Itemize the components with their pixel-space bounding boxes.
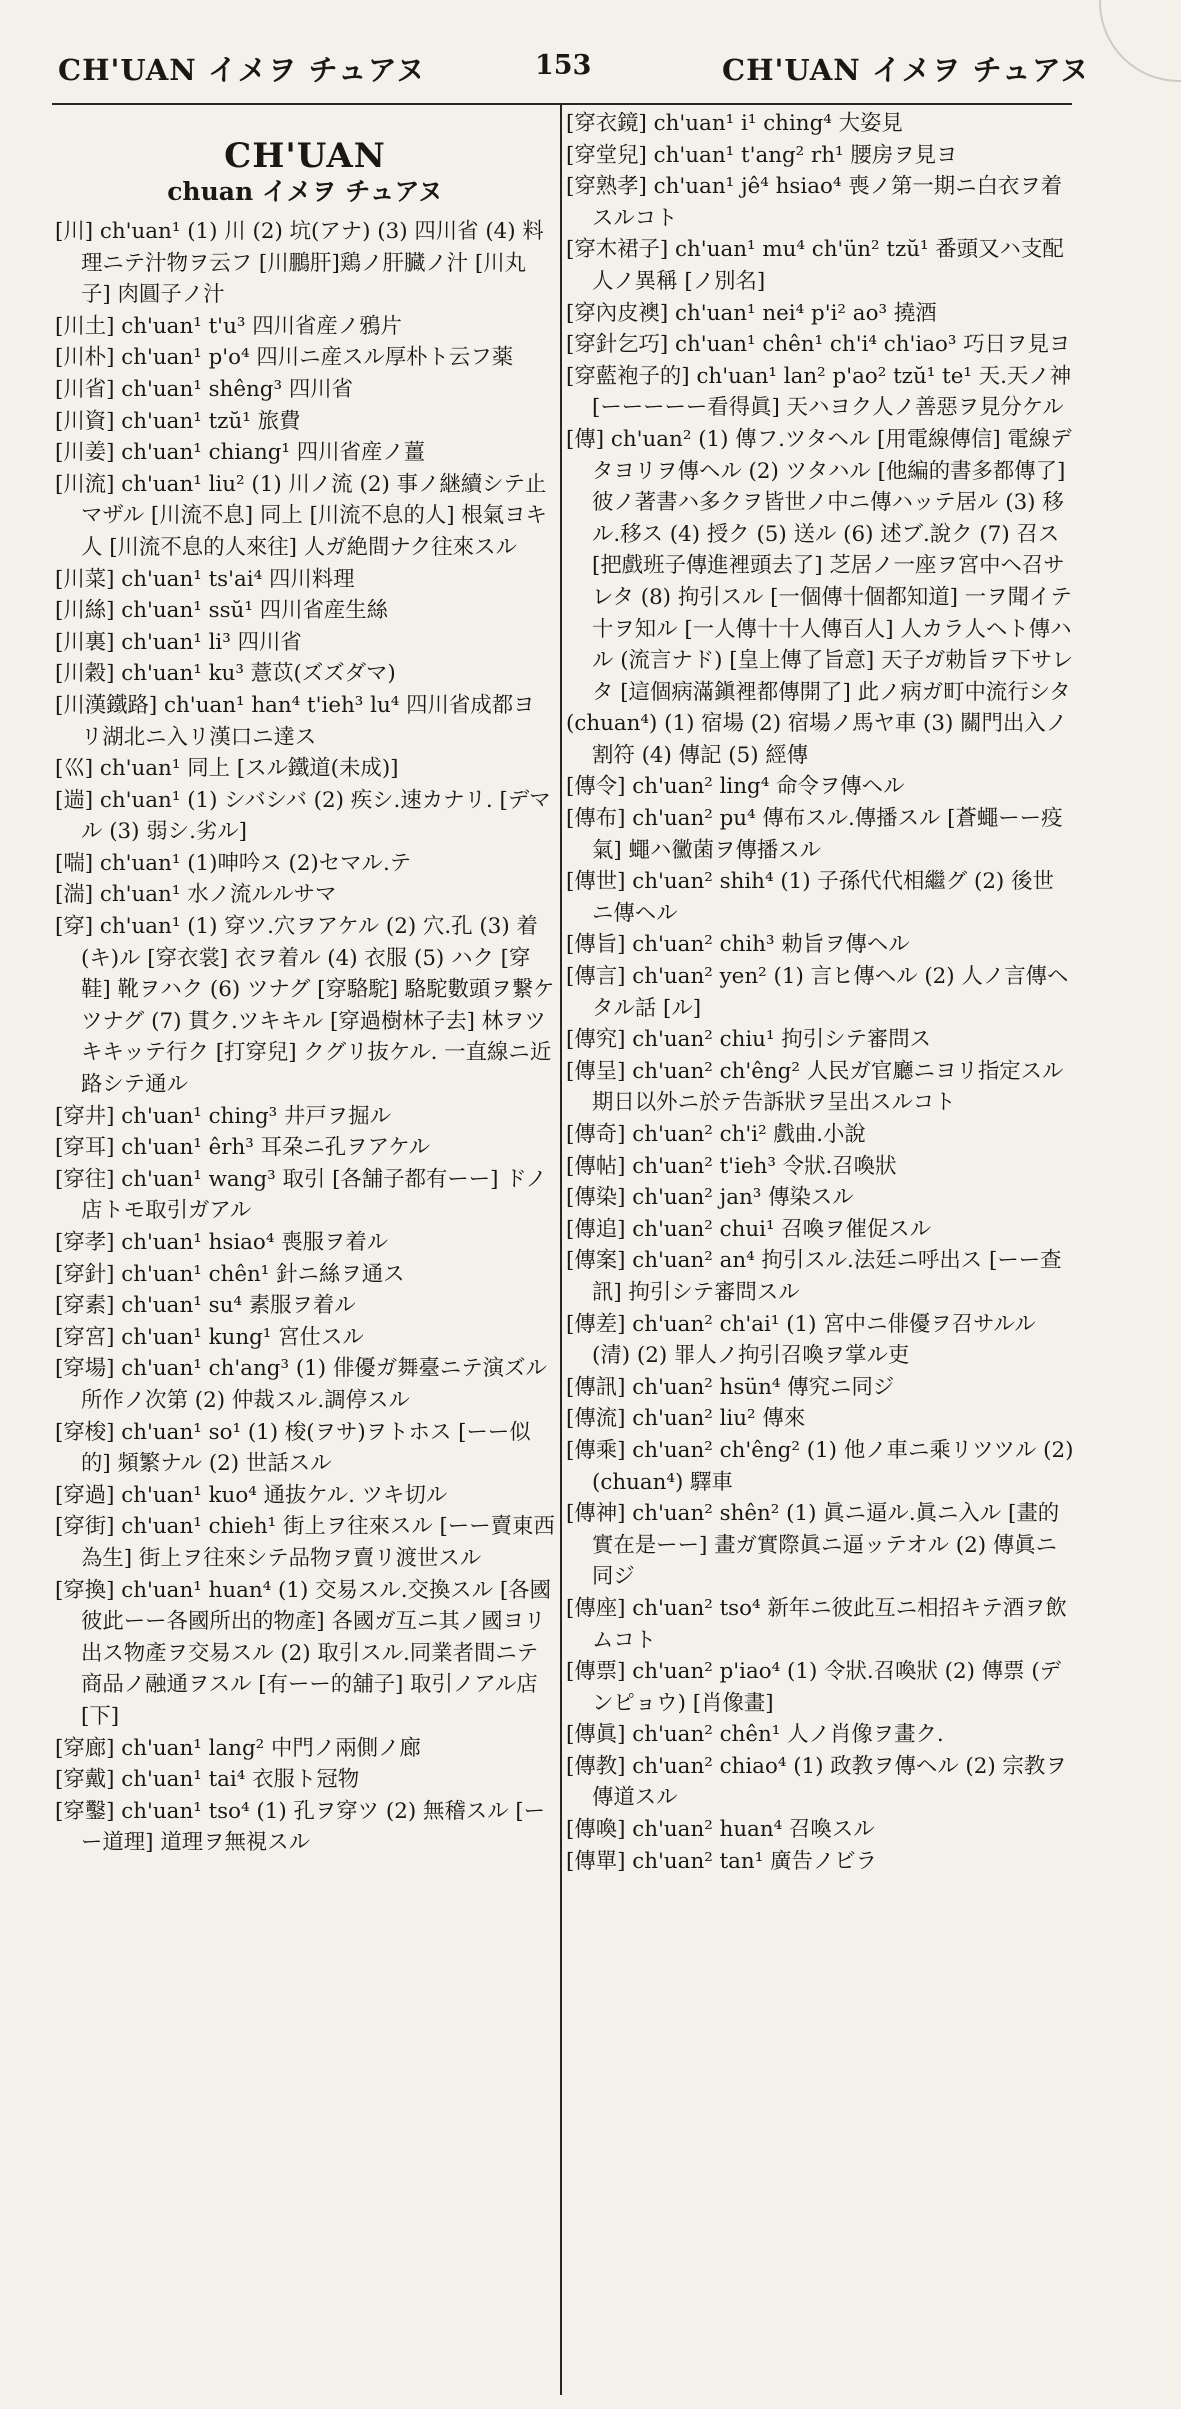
dictionary-entry: [湍] ch'uan¹ 水ノ流ルルサマ <box>55 882 337 908</box>
dictionary-entry: [傳眞] ch'uan² chên¹ 人ノ肖像ヲ畫ク. <box>566 1722 944 1748</box>
dictionary-entry: [傳世] ch'uan² shih⁴ (1) 子孫代代相繼グ (2) 後世ニ傳ヘル <box>566 869 1054 926</box>
dictionary-entry: [穿街] ch'uan¹ chieh¹ 街上ヲ往來スル [ーー賣東西為生] 街上ヲ往來シテ品物ヲ賣リ渡世スル <box>55 1514 555 1571</box>
column-divider <box>560 105 562 2395</box>
dictionary-entry: [穿鑿] ch'uan¹ tso⁴ (1) 孔ヲ穿ツ (2) 無稽スル [ーー道理] 道理ヲ無視スル <box>55 1798 546 1856</box>
dictionary-entry: [穿堂兒] ch'uan¹ t'ang² rh¹ 腰房ヲ見ヨ <box>566 142 958 168</box>
left-entry-list <box>55 216 555 1859</box>
dictionary-entry: [巛] ch'uan¹ 同上 [スル鐵道(未成)] <box>55 756 399 782</box>
dictionary-entry: [穿場] ch'uan¹ ch'ang³ (1) 俳優ガ舞臺ニテ演ズル所作ノ次第 (2) 仲裁スル.調停スル <box>55 1356 547 1413</box>
header-rule <box>52 103 1072 105</box>
right-entry-list <box>566 108 1074 1877</box>
left-column <box>55 108 555 1859</box>
dictionary-entry: [傳追] ch'uan² chui¹ 召喚ヲ催促スル <box>566 1216 932 1242</box>
section-subtitle: chuan イメヲ チュアヌ <box>167 177 443 206</box>
dictionary-entry: [川土] ch'uan¹ t'u³ 四川省産ノ鴉片 <box>55 313 402 339</box>
dictionary-entry: [穿] ch'uan¹ (1) 穿ツ.穴ヲアケル (2) 穴.孔 (3) 着(キ)ル [穿衣裳] 衣ヲ着ル (4) 衣服 (5) ハク [穿鞋] 靴ヲハク (6) ツナグ [穿駱駝] 駱駝數頭ヲ繋ケツナグ (7) 貫ク.ツキキル [穿過樹林子去] 林ヲツキキッテ行ク [打穿兒] クグリ抜ケル. 一直線ニ近路シテ通ル <box>55 914 555 1098</box>
dictionary-entry: [川絲] ch'uan¹ ssŭ¹ 四川省産生絲 <box>55 598 389 624</box>
right-column <box>566 108 1074 1877</box>
dictionary-entry: [傳旨] ch'uan² chih³ 勅旨ヲ傳ヘル <box>566 932 910 958</box>
dictionary-entry: [川裏] ch'uan¹ li³ 四川省 <box>55 629 302 655</box>
dictionary-entry: [穿素] ch'uan¹ su⁴ 素服ヲ着ル <box>55 1293 356 1319</box>
dictionary-entry: [穿宮] ch'uan¹ kung¹ 宮仕スル <box>55 1324 364 1350</box>
dictionary-entry: [傳神] ch'uan² shên² (1) 眞ニ逼ル.眞ニ入ル [畫的實在是ーー] 畫ガ實際眞ニ逼ッテオル (2) 傳眞ニ同ジ <box>566 1501 1060 1590</box>
dictionary-entry: [穿針] ch'uan¹ chên¹ 針ニ絲ヲ通ス <box>55 1261 405 1287</box>
dictionary-entry: (chuan⁴) (1) 宿場 (2) 宿場ノ馬ヤ車 (3) 關門出入ノ割符 (4) 傳記 (5) 經傳 <box>566 711 1068 768</box>
dictionary-entry: [穿井] ch'uan¹ ching³ 井戸ヲ掘ル <box>55 1103 391 1129</box>
dictionary-entry: [傳究] ch'uan² chiu¹ 拘引シテ審問ス <box>566 1027 932 1053</box>
dictionary-entry: [川朴] ch'uan¹ p'o⁴ 四川ニ産スル厚朴ト云フ薬 <box>55 345 514 371</box>
running-header <box>0 40 1181 100</box>
dictionary-entry: [穿耳] ch'uan¹ êrh³ 耳朶ニ孔ヲアケル <box>55 1135 431 1161</box>
dictionary-entry: [穿戴] ch'uan¹ tai⁴ 衣服ト冠物 <box>55 1767 360 1793</box>
dictionary-entry: [穿木裙子] ch'uan¹ mu⁴ ch'ün² tzŭ¹ 番頭又ハ支配人ノ異稱 [ノ別名] <box>566 237 1064 294</box>
dictionary-entry: [傳布] ch'uan² pu⁴ 傳布スル.傳播スル [蒼蠅ーー疫氣] 蠅ハ黴菌ヲ傳播スル <box>566 806 1063 863</box>
dictionary-entry: [川省] ch'uan¹ shêng³ 四川省 <box>55 376 354 402</box>
dictionary-entry: [傳乘] ch'uan² ch'êng² (1) 他ノ車ニ乘リツツル (2) (chuan⁴) 驛車 <box>566 1437 1074 1495</box>
page-number: 153 <box>535 50 592 81</box>
dictionary-entry: [川資] ch'uan¹ tzŭ¹ 旅費 <box>55 408 301 434</box>
dictionary-entry: [川菜] ch'uan¹ ts'ai⁴ 四川料理 <box>55 566 355 592</box>
dictionary-entry: [傳言] ch'uan² yen² (1) 言ヒ傳ヘル (2) 人ノ言傳ヘタル話 [ル] <box>566 964 1069 1021</box>
dictionary-entry: [川穀] ch'uan¹ ku³ 薏苡(ズズダマ) <box>55 661 396 687</box>
dictionary-entry: [川漢鐵路] ch'uan¹ han⁴ t'ieh³ lu⁴ 四川省成都ヨリ湖北ニ入リ漢口ニ達ス <box>55 692 535 750</box>
dictionary-entry: [穿梭] ch'uan¹ so¹ (1) 梭(ヲサ)ヲトホス [ーー似的] 頻繁ナル (2) 世話スル <box>55 1419 531 1477</box>
dictionary-entry: [傳令] ch'uan² ling⁴ 命令ヲ傳ヘル <box>566 774 905 800</box>
dictionary-entry: [穿孝] ch'uan¹ hsiao⁴ 喪服ヲ着ル <box>55 1230 389 1255</box>
dictionary-entry: [穿藍袍子的] ch'uan¹ lan² p'ao² tzŭ¹ te¹ 天.天ノ神 [ーーーーー看得眞] 天ハヨク人ノ善惡ヲ見分ケル <box>566 363 1072 421</box>
dictionary-entry: [傳案] ch'uan² an⁴ 拘引スル.法廷ニ呼出ス [ーー查訊] 拘引シテ審問スル <box>566 1248 1062 1305</box>
header-left-guide-word: CH'UAN イメヲ チュアヌ <box>58 53 426 87</box>
dictionary-entry: [遄] ch'uan¹ (1) シバシバ (2) 疾シ.速カナリ. [デマル (3) 弱シ.劣ル] <box>55 787 551 845</box>
header-right-guide-word: CH'UAN イメヲ チュアヌ <box>722 53 1090 87</box>
dictionary-entry: [傳染] ch'uan² jan³ 傳染スル <box>566 1185 854 1211</box>
dictionary-entry: [傳流] ch'uan² liu² 傳來 <box>566 1406 806 1432</box>
dictionary-entry: [穿針乞巧] ch'uan¹ chên¹ ch'i⁴ ch'iao³ 巧日ヲ見ヨ <box>566 332 1071 358</box>
dictionary-entry: [穿廊] ch'uan¹ lang² 中門ノ兩側ノ廊 <box>55 1735 421 1761</box>
dictionary-entry: [穿過] ch'uan¹ kuo⁴ 通抜ケル. ツキ切ル <box>55 1482 448 1508</box>
dictionary-entry: [傳呈] ch'uan² ch'êng² 人民ガ官廳ニヨリ指定スル期日以外ニ於テ告訴狀ヲ呈出スルコト <box>566 1058 1064 1116</box>
dictionary-entry: [傳訊] ch'uan² hsün⁴ 傳究ニ同ジ <box>566 1374 895 1400</box>
dictionary-entry: [傳] ch'uan² (1) 傳フ.ツタヘル [用電線傳信] 電線デタヨリヲ傳ヘル (2) ツタハル [他編的書多都傳了] 彼ノ著書ハ多クヲ皆世ノ中ニ傳ハッテ居ル (3) 移ル.移ス (4) 授ク (5) 送ル (6) 述ブ.說ク (7) 召ス [把戲班子傳進裡頭去了] 芝居ノ一座ヲ宮中ヘ召サレタ (8) 拘引スル [一個傳十個都知道] 一ヲ聞イテ十ヲ知ル [一人傳十十人傳百人] 人カラ人ヘト傳ハル (流言ナド) [皇上傳了旨意] 天子ガ勅旨ヲ下サレタ [這個病滿鎭裡都傳開了] 此ノ病ガ町中流行シタ <box>566 426 1074 705</box>
section-title: CH'UAN <box>224 136 386 176</box>
dictionary-entry: [喘] ch'uan¹ (1)呻吟ス (2)セマル.テ <box>55 850 412 876</box>
dictionary-entry: [穿往] ch'uan¹ wang³ 取引 [各舗子都有ーー] ドノ店トモ取引ガアル <box>55 1166 547 1224</box>
dictionary-entry: [傳喚] ch'uan² huan⁴ 召喚スル <box>566 1817 875 1843</box>
dictionary-entry: [穿內皮襖] ch'uan¹ nei⁴ p'i² ao³ 撓酒 <box>566 300 937 326</box>
dictionary-entry: [傳座] ch'uan² tso⁴ 新年ニ彼此互ニ相招キテ酒ヲ飲ムコト <box>566 1595 1067 1653</box>
dictionary-entry: [穿衣鏡] ch'uan¹ i¹ ching⁴ 大姿見 <box>566 111 903 136</box>
dictionary-entry: [傳奇] ch'uan² ch'i² 戲曲.小說 <box>566 1122 866 1147</box>
dictionary-entry: [傳單] ch'uan² tan¹ 廣告ノビラ <box>566 1848 878 1874</box>
dictionary-entry: [穿熟孝] ch'uan¹ jê⁴ hsiao⁴ 喪ノ第一期ニ白衣ヲ着スルコト <box>566 174 1063 231</box>
dictionary-entry: [傳帖] ch'uan² t'ieh³ 令狀.召喚狀 <box>566 1153 897 1179</box>
dictionary-entry: [川] ch'uan¹ (1) 川 (2) 坑(アナ) (3) 四川省 (4) 料理ニテ汁物ヲ云フ [川鵬肝]鶏ノ肝臓ノ汁 [川丸子] 肉圓子ノ汁 <box>55 219 544 308</box>
dictionary-entry: [傳教] ch'uan² chiao⁴ (1) 政教ヲ傳ヘル (2) 宗教ヲ傳道スル <box>566 1753 1067 1811</box>
dictionary-entry: [傳票] ch'uan² p'iao⁴ (1) 令狀.召喚狀 (2) 傳票 (デンピョウ) [肖像畫] <box>566 1659 1062 1716</box>
dictionary-entry: [川姜] ch'uan¹ chiang¹ 四川省産ノ薑 <box>55 440 426 466</box>
dictionary-entry: [川流] ch'uan¹ liu² (1) 川ノ流 (2) 事ノ継續シテ止マザル [川流不息] 同上 [川流不息的人] 根氣ヨキ人 [川流不息的人來往] 人ガ絶間ナク往來スル <box>55 471 547 560</box>
dictionary-entry: [傳差] ch'uan² ch'ai¹ (1) 宮中ニ俳優ヲ召サルル (清) (2) 罪人ノ拘引召喚ヲ掌ル吏 <box>566 1311 1036 1369</box>
dictionary-entry: [穿換] ch'uan¹ huan⁴ (1) 交易スル.交換スル [各國彼此ーー各國所出的物產] 各國ガ互ニ其ノ國ヨリ出ス物產ヲ交易スル (2) 取引スル.同業者間ニテ商品ノ融通ヲスル [有ーー的舖子] 取引ノアル店 [下] <box>55 1577 551 1729</box>
